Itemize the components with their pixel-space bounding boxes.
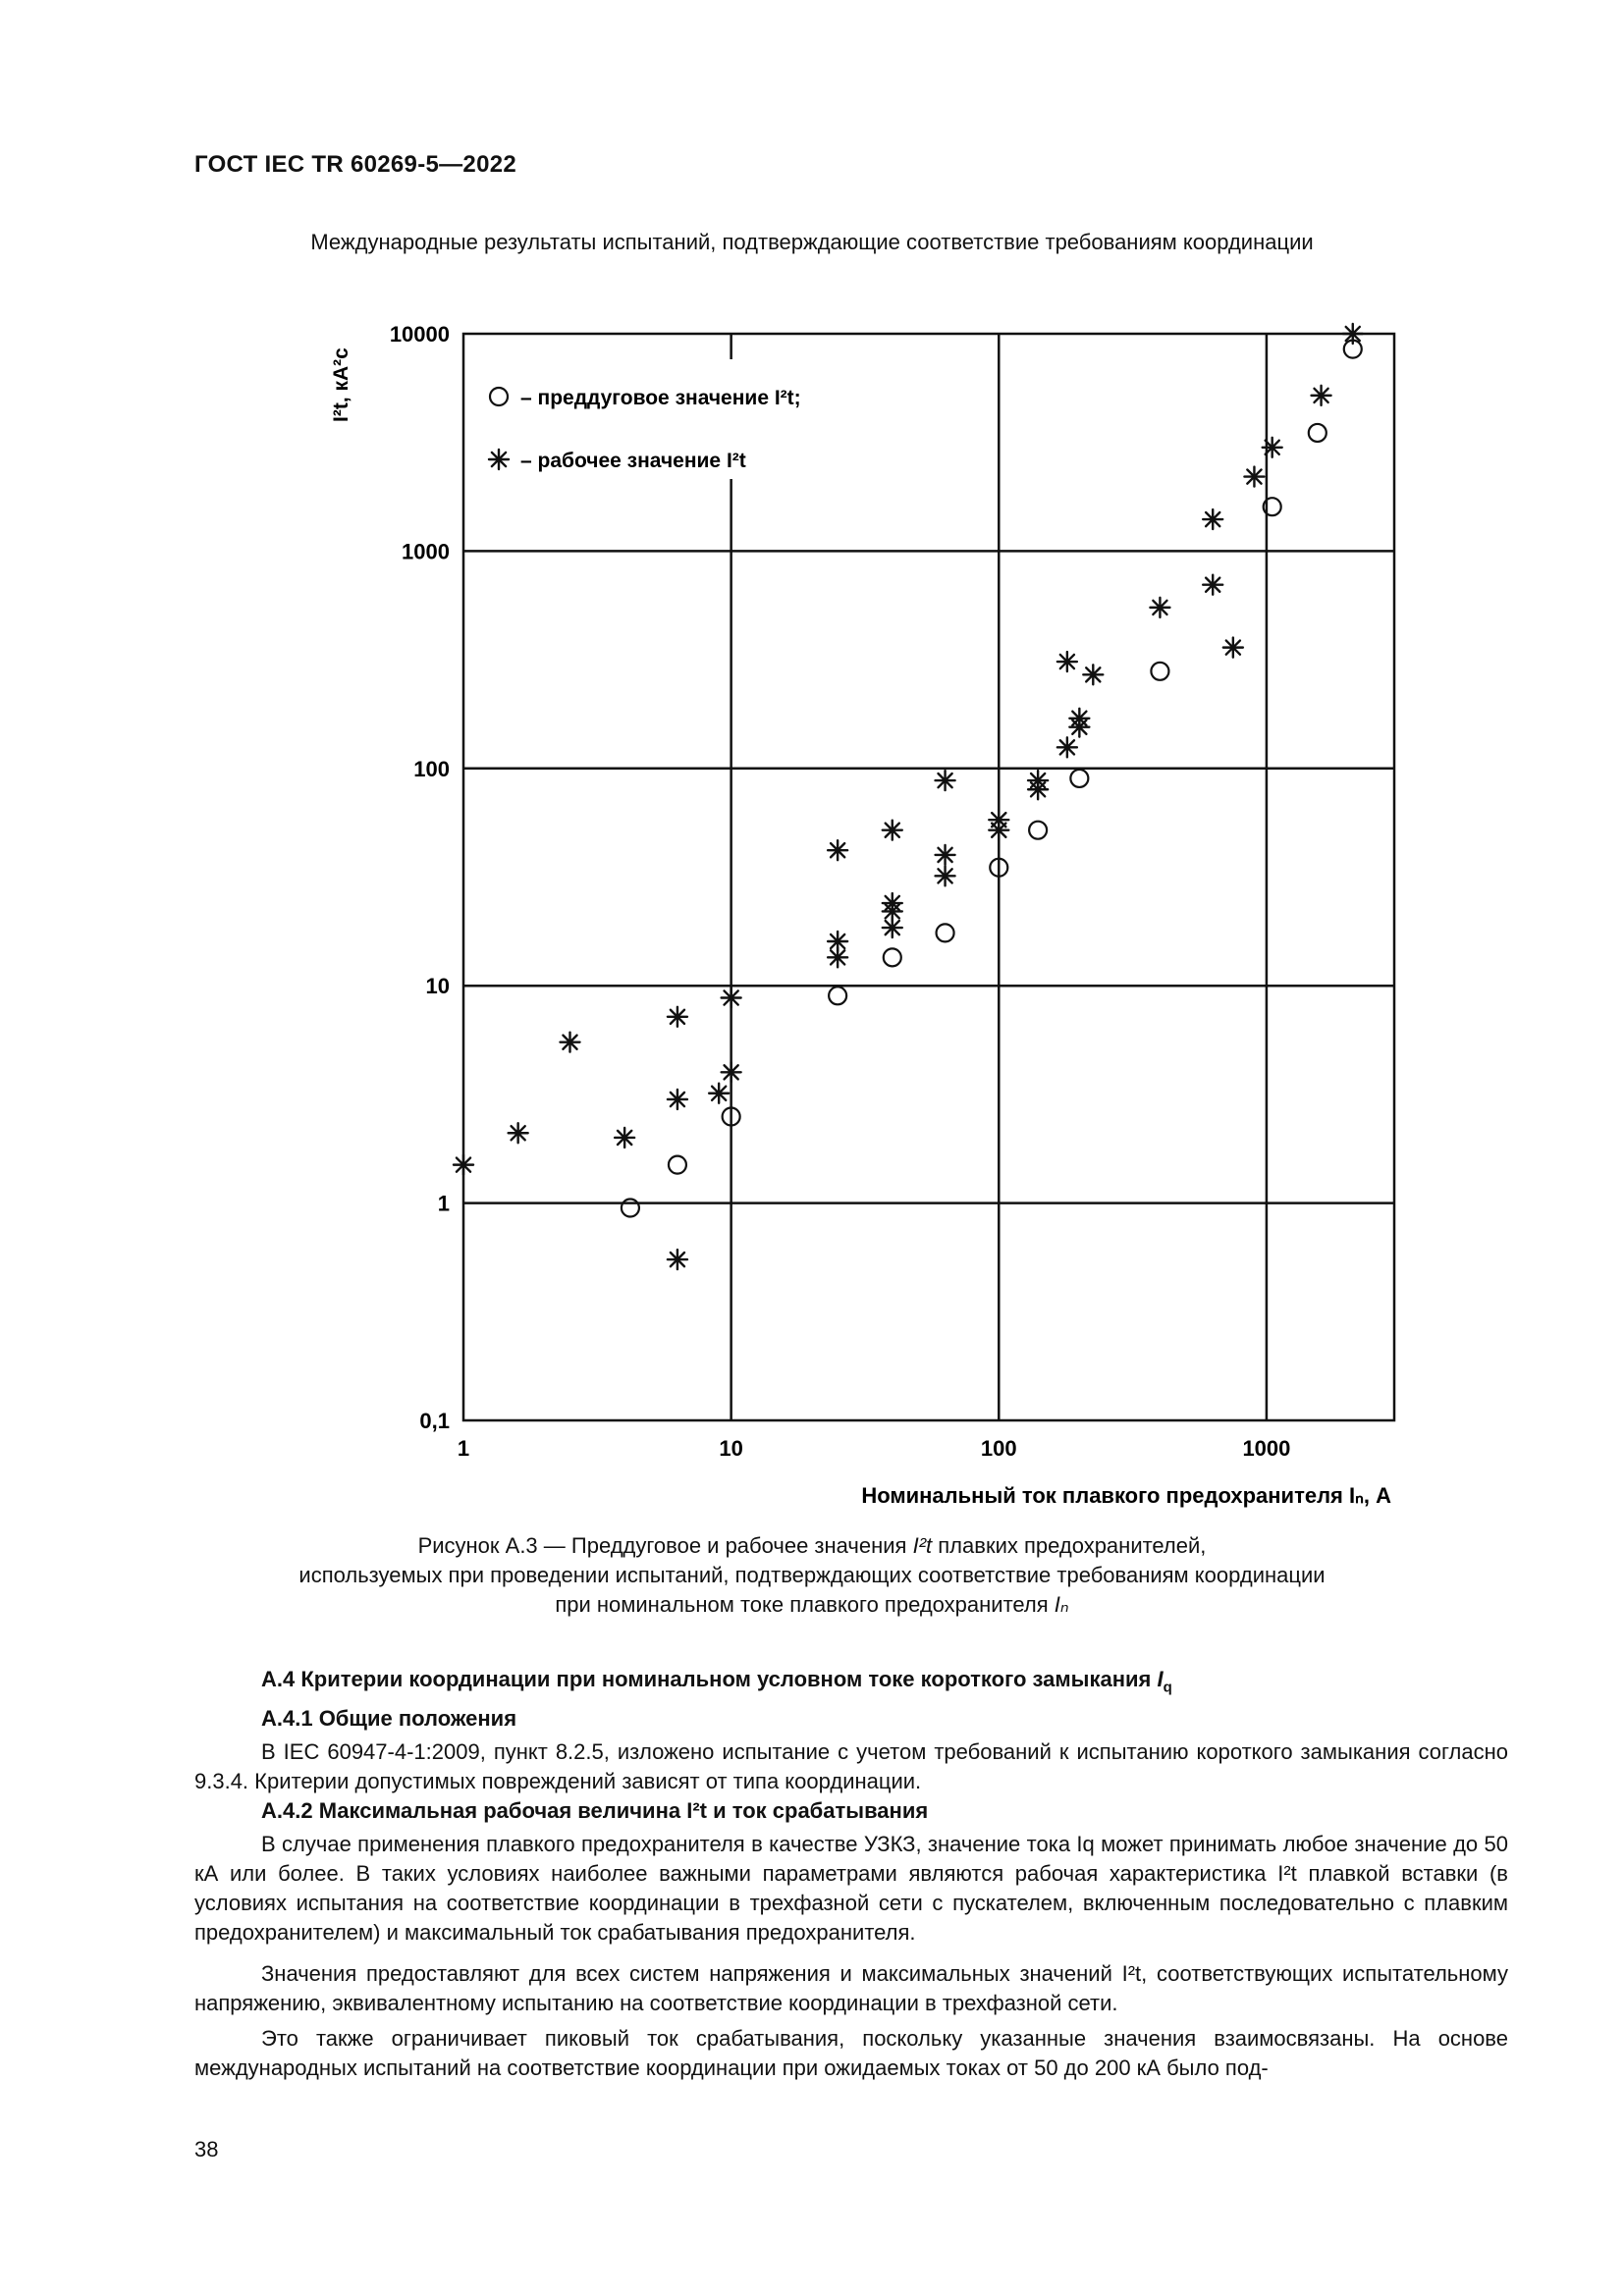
y-tick-label: 10 bbox=[425, 974, 450, 999]
operating-point bbox=[1069, 709, 1089, 728]
operating-point bbox=[1028, 771, 1048, 790]
y-tick-label: 10000 bbox=[389, 322, 450, 347]
caption-line-3 bbox=[0, 1590, 1624, 1620]
y-tick-label: 1 bbox=[437, 1191, 450, 1216]
plot-frame bbox=[463, 334, 1394, 1420]
paragraph-1: В случае применения плавкого предохранителя в качестве УЗКЗ, значение тока Iq может принимать любое значение до 50 кА или более. В таких условиях наиболее важными параметрами являются рабочая характеристика I²t плавкой вставки (в условиях испытания на соответствие координации в трехфазной сети с пускателем, включенным последовательно с плавким предохранителем) и максимальный ток срабатывания предохранителя. bbox=[194, 1832, 1508, 1945]
operating-point bbox=[1057, 737, 1077, 757]
paragraph-2: Значения предоставляют для всех систем напряжения и максимальных значений I²t, соответствующих испытательному напряжению, эквивалентному испытанию на соответствие координации в трехфазной сети. bbox=[194, 1961, 1508, 2015]
x-tick-label: 10 bbox=[719, 1436, 743, 1461]
operating-point bbox=[1057, 652, 1077, 671]
operating-point bbox=[936, 866, 955, 885]
x-tick-label: 100 bbox=[980, 1436, 1017, 1461]
pre-arc-point bbox=[622, 1200, 639, 1217]
pre-arc-point bbox=[1070, 770, 1088, 787]
caption-line-1 bbox=[0, 1531, 1624, 1561]
caption-text-1b: плавких предохранителей, bbox=[932, 1533, 1207, 1558]
caption-text-3a: при номинальном токе плавкого предохранителя bbox=[555, 1592, 1055, 1617]
y-tick-label: 100 bbox=[413, 756, 450, 781]
pre-arc-point bbox=[669, 1156, 686, 1174]
operating-point bbox=[1083, 665, 1103, 684]
paragraph-3: Это также ограничивает пиковый ток срабатывания, поскольку указанные значения взаимосвязаны. На основе международных испытаний на соответствие координации при ожидаемых токах от 50 до 200 кА было под- bbox=[194, 2026, 1508, 2080]
pre-arc-point bbox=[1029, 822, 1047, 839]
legend-item-operating bbox=[489, 450, 746, 472]
pre-arc-point bbox=[829, 987, 846, 1004]
operating-point bbox=[1343, 324, 1363, 344]
operating-point bbox=[1223, 638, 1243, 658]
operating-point bbox=[668, 1007, 687, 1027]
operating-point bbox=[668, 1090, 687, 1109]
operating-point bbox=[1263, 438, 1282, 457]
legend-label-pre-arc: – преддуговое значение I²t; bbox=[520, 387, 801, 409]
operating-point bbox=[722, 988, 741, 1007]
operating-point bbox=[709, 1084, 729, 1103]
section-a41-title: А.4.1 Общие положения bbox=[261, 1706, 517, 1731]
legend-asterisk-marker bbox=[489, 450, 509, 469]
section-a42-title: А.4.2 Максимальная рабочая величина I²t и ток срабатывания bbox=[261, 1798, 929, 1823]
pre-arc-point bbox=[884, 948, 901, 966]
operating-point bbox=[1203, 509, 1222, 529]
operating-point bbox=[989, 810, 1008, 829]
caption-line-2: используемых при проведении испытаний, подтверждающих соответствие требованиям координации bbox=[298, 1563, 1326, 1587]
document-header: ГОСТ IEC TR 60269-5—2022 bbox=[194, 151, 517, 178]
section-a4-title: А.4 Критерии координации при номинальном условном токе короткого замыкания $I_q$ bbox=[261, 1667, 1172, 1696]
operating-point bbox=[1312, 386, 1331, 405]
x-tick-label: 1 bbox=[457, 1436, 470, 1461]
intro-text: Международные результаты испытаний, подтверждающие соответствие требованиям координации bbox=[310, 230, 1314, 254]
figure-caption bbox=[0, 1531, 1624, 1620]
operating-point bbox=[509, 1123, 528, 1143]
caption-symbol-in: Iₙ bbox=[1054, 1592, 1069, 1617]
legend-label-operating: – рабочее значение I²t bbox=[520, 450, 746, 472]
pre-arc-point bbox=[937, 924, 954, 941]
operating-point bbox=[1244, 467, 1264, 487]
chart-grid bbox=[463, 334, 1394, 1420]
operating-point bbox=[1203, 575, 1222, 595]
y-tick-label: 0,1 bbox=[419, 1409, 450, 1433]
section-a41-text: В IEC 60947-4-1:2009, пункт 8.2.5, изложено испытание с учетом требований к испытанию короткого замыкания согласно 9.3.4. Критерии допустимых повреждений зависят от типа координации. bbox=[194, 1739, 1508, 1793]
y-axis-label: I²t, кА²с bbox=[330, 347, 352, 422]
operating-point bbox=[560, 1033, 579, 1052]
operating-point bbox=[936, 845, 955, 865]
chart-ticks bbox=[390, 322, 1291, 1461]
legend-item-pre-arc bbox=[490, 387, 801, 409]
operating-point bbox=[828, 840, 847, 860]
caption-symbol-i2t: I²t bbox=[912, 1533, 933, 1558]
pre-arc-point bbox=[1151, 663, 1168, 680]
page-number: 38 bbox=[194, 2137, 219, 2162]
operating-point bbox=[615, 1128, 634, 1148]
x-axis-label: Номинальный ток плавкого предохранителя Iₙ, А bbox=[861, 1483, 1391, 1508]
legend-asterisk-glyph bbox=[489, 450, 509, 469]
operating-point bbox=[668, 1250, 687, 1269]
operating-point bbox=[454, 1155, 473, 1175]
operating-point bbox=[883, 821, 902, 840]
y-tick-label: 1000 bbox=[402, 539, 450, 564]
x-tick-label: 1000 bbox=[1242, 1436, 1291, 1461]
operating-point bbox=[722, 1062, 741, 1082]
pre-arc-point bbox=[1309, 424, 1326, 442]
operating-point bbox=[828, 932, 847, 951]
operating-point bbox=[883, 893, 902, 913]
caption-text-1a: Рисунок А.3 — Преддуговое и рабочее значения bbox=[417, 1533, 913, 1558]
operating-point bbox=[1150, 598, 1169, 617]
operating-point bbox=[936, 771, 955, 790]
